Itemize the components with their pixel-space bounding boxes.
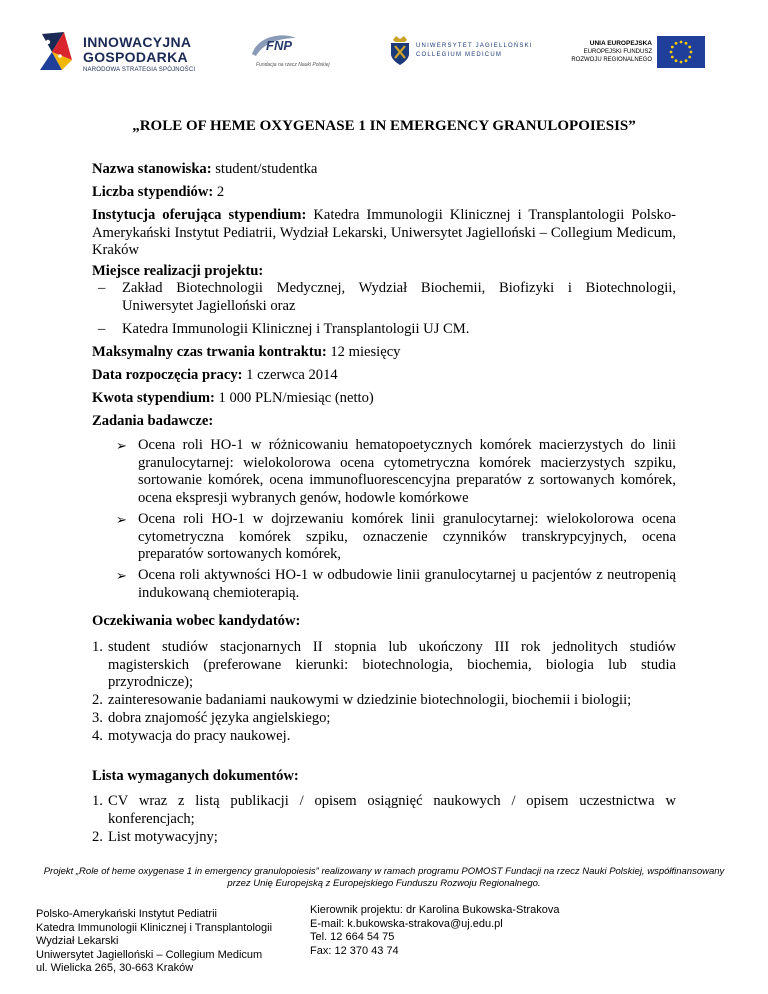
- contact-phone: Tel. 12 664 54 75: [310, 931, 395, 943]
- footer-address: [36, 908, 306, 976]
- header-logos: [0, 0, 768, 90]
- position-value: student/studentka: [211, 161, 318, 177]
- arrow-bullet-icon: ➢: [116, 569, 127, 584]
- stipend-label: Kwota stypendium:: [92, 390, 215, 406]
- document-item: [92, 793, 676, 828]
- task-item-text: Ocena roli HO-1 w dojrzewaniu komórek linii granulocytarnej: wielokolorowa ocena cytometryczna komórek szpiku, oznaczenie czynników transkrypcyjnych, ocena preparatów sortowanych komórek,: [138, 511, 676, 562]
- field-start-date: [92, 367, 676, 385]
- ue-line1: UNIA EUROPEJSKA: [589, 40, 652, 47]
- list-number: 2.: [92, 692, 103, 708]
- place-item-text: Zakład Biotechnologii Medycznej, Wydział Biochemii, Biofizyki i Biotechnologii, Uniwersytet Jagielloński oraz: [122, 280, 676, 314]
- task-item: [116, 567, 676, 602]
- duration-value: 12 miesięcy: [326, 344, 401, 360]
- ue-text-block: [560, 40, 652, 64]
- document-text: List motywacyjny;: [108, 829, 218, 845]
- place-item: [92, 280, 676, 315]
- ig-line2: GOSPODARKA: [83, 49, 188, 65]
- expectation-text: student studiów stacjonarnych II stopnia lub ukończony III rok jednolitych studiów magisterskich (preferowane kierunki: biotechnologia, biochemia, biologia lub studia przyrodnicze);: [108, 639, 676, 690]
- fnp-logo: [248, 32, 358, 72]
- unia-europejska-logo: [560, 36, 710, 72]
- stipend-value: 1 000 PLN/miesiąc (netto): [214, 390, 374, 406]
- dash-bullet: –: [98, 280, 106, 296]
- position-label: Nazwa stanowiska:: [92, 161, 212, 177]
- footer-address-line: Uniwersytet Jagielloński – Collegium Medicum: [36, 948, 263, 961]
- document-title: „ROLE OF HEME OXYGENASE 1 IN EMERGENCY GRANULOPOIESIS”: [132, 118, 636, 134]
- ig-subtitle: NARODOWA STRATEGIA SPÓJNOŚCI: [83, 67, 196, 73]
- uj-collegium-medicum-logo: [388, 34, 533, 70]
- list-number: 4.: [92, 728, 103, 744]
- footer-address-line: Wydział Lekarski: [36, 935, 119, 947]
- innowacyjna-gospodarka-logo: [38, 28, 218, 78]
- task-item-text: Ocena roli HO-1 w różnicowaniu hematopoetycznych komórek macierzystych do linii granulocytarnej: wielokolorowa ocena cytometryczna komórek macierzystych szpiku, sortowanie komórek, ocena immunofluorescencyjna preparatów z sortowanych komórek, ocena ekspresji wybranych genów, hodowle komórkowe: [138, 437, 676, 506]
- ig-emblem-icon: [38, 30, 78, 74]
- task-item: [116, 437, 676, 507]
- arrow-bullet-icon: ➢: [116, 439, 127, 454]
- contact-fax: Fax: 12 370 43 74: [310, 944, 399, 957]
- expectation-item: [92, 639, 676, 692]
- documents-label: Lista wymaganych dokumentów:: [92, 768, 299, 784]
- uj-line1: UNIWERSYTET JAGIELLOŃSKI: [416, 43, 533, 49]
- document-item: [92, 829, 676, 847]
- start-value: 1 czerwca 2014: [242, 367, 338, 383]
- list-number: 3.: [92, 710, 103, 726]
- expectation-item: [92, 710, 676, 728]
- project-leader: Kierownik projektu: dr Karolina Bukowska-Strakova: [310, 904, 560, 916]
- uj-crest-icon: [388, 34, 412, 66]
- uj-line2: COLLEGIUM MEDICUM: [416, 52, 503, 58]
- expectation-text: motywacja do pracy naukowej.: [108, 728, 291, 744]
- duration-label: Maksymalny czas trwania kontraktu:: [92, 344, 327, 360]
- list-number: 1.: [92, 793, 103, 809]
- field-position: [92, 161, 676, 179]
- expectations-label: Oczekiwania wobec kandydatów:: [92, 613, 301, 629]
- ig-line1: INNOWACYJNA: [83, 34, 192, 50]
- dash-bullet: –: [98, 321, 106, 337]
- contact-email[interactable]: E-mail: k.bukowska-strakova@uj.edu.pl: [310, 917, 503, 930]
- fnp-name: FNP: [266, 38, 292, 53]
- count-label: Liczba stypendiów:: [92, 184, 214, 200]
- expectation-item: [92, 692, 676, 710]
- count-value: 2: [213, 184, 225, 200]
- institution-value: Katedra Immunologii Klinicznej i Transplantologii Polsko-Amerykański Instytut Pediatrii, Wydział Lekarski, Uniwersytet Jagielloński – Collegium Medicum, Kraków: [92, 207, 676, 258]
- place-item: [92, 321, 676, 339]
- footer-address-line: Katedra Immunologii Klinicznej i Transplantologii: [36, 921, 273, 934]
- eu-flag-icon: [657, 36, 705, 68]
- expectation-text: zainteresowanie badaniami naukowymi w dziedzinie biotechnologii, biochemii i biologii;: [108, 692, 632, 708]
- footer-address-line: Polsko-Amerykański Instytut Pediatrii: [36, 908, 217, 920]
- list-number: 1.: [92, 639, 103, 655]
- institution-label: Instytucja oferująca stypendium:: [92, 207, 307, 223]
- field-duration: [92, 344, 676, 362]
- list-number: 2.: [92, 829, 103, 845]
- place-label: Miejsce realizacji projektu:: [92, 263, 264, 279]
- field-count: [92, 184, 676, 202]
- arrow-bullet-icon: ➢: [116, 513, 127, 528]
- footer-contact: [310, 904, 610, 958]
- field-institution: [92, 207, 676, 260]
- footer-project-note: Projekt „Role of heme oxygenase 1 in emergency granulopoiesis” realizowany w ramach programu POMOST Fundacji na rzecz Nauki Polskiej, współfinansowany przez Unię Europejską z Europejskiego Funduszu Rozwoju Regionalnego.: [43, 866, 725, 889]
- start-label: Data rozpoczęcia pracy:: [92, 367, 243, 383]
- field-stipend: [92, 390, 676, 408]
- tasks-label: Zadania badawcze:: [92, 413, 214, 429]
- expectation-text: dobra znajomość języka angielskiego;: [108, 710, 331, 726]
- fnp-subtitle: Fundacja na rzecz Nauki Polskiej: [256, 62, 330, 68]
- task-item: [116, 511, 676, 564]
- expectation-item: [92, 728, 676, 746]
- task-item-text: Ocena roli aktywności HO-1 w odbudowie linii granulocytarnej u pacjentów z neutropenią indukowaną chemioterapią.: [138, 567, 676, 601]
- place-item-text: Katedra Immunologii Klinicznej i Transplantologii UJ CM.: [122, 321, 470, 337]
- ue-line2: EUROPEJSKI FUNDUSZ: [583, 49, 652, 55]
- ue-line3: ROZWOJU REGIONALNEGO: [571, 57, 652, 63]
- footer-address-line: ul. Wielicka 265, 30-663 Kraków: [36, 962, 194, 974]
- document-text: CV wraz z listą publikacji / opisem osiągnięć naukowych / opisem uczestnictwa w konferencjach;: [108, 793, 676, 827]
